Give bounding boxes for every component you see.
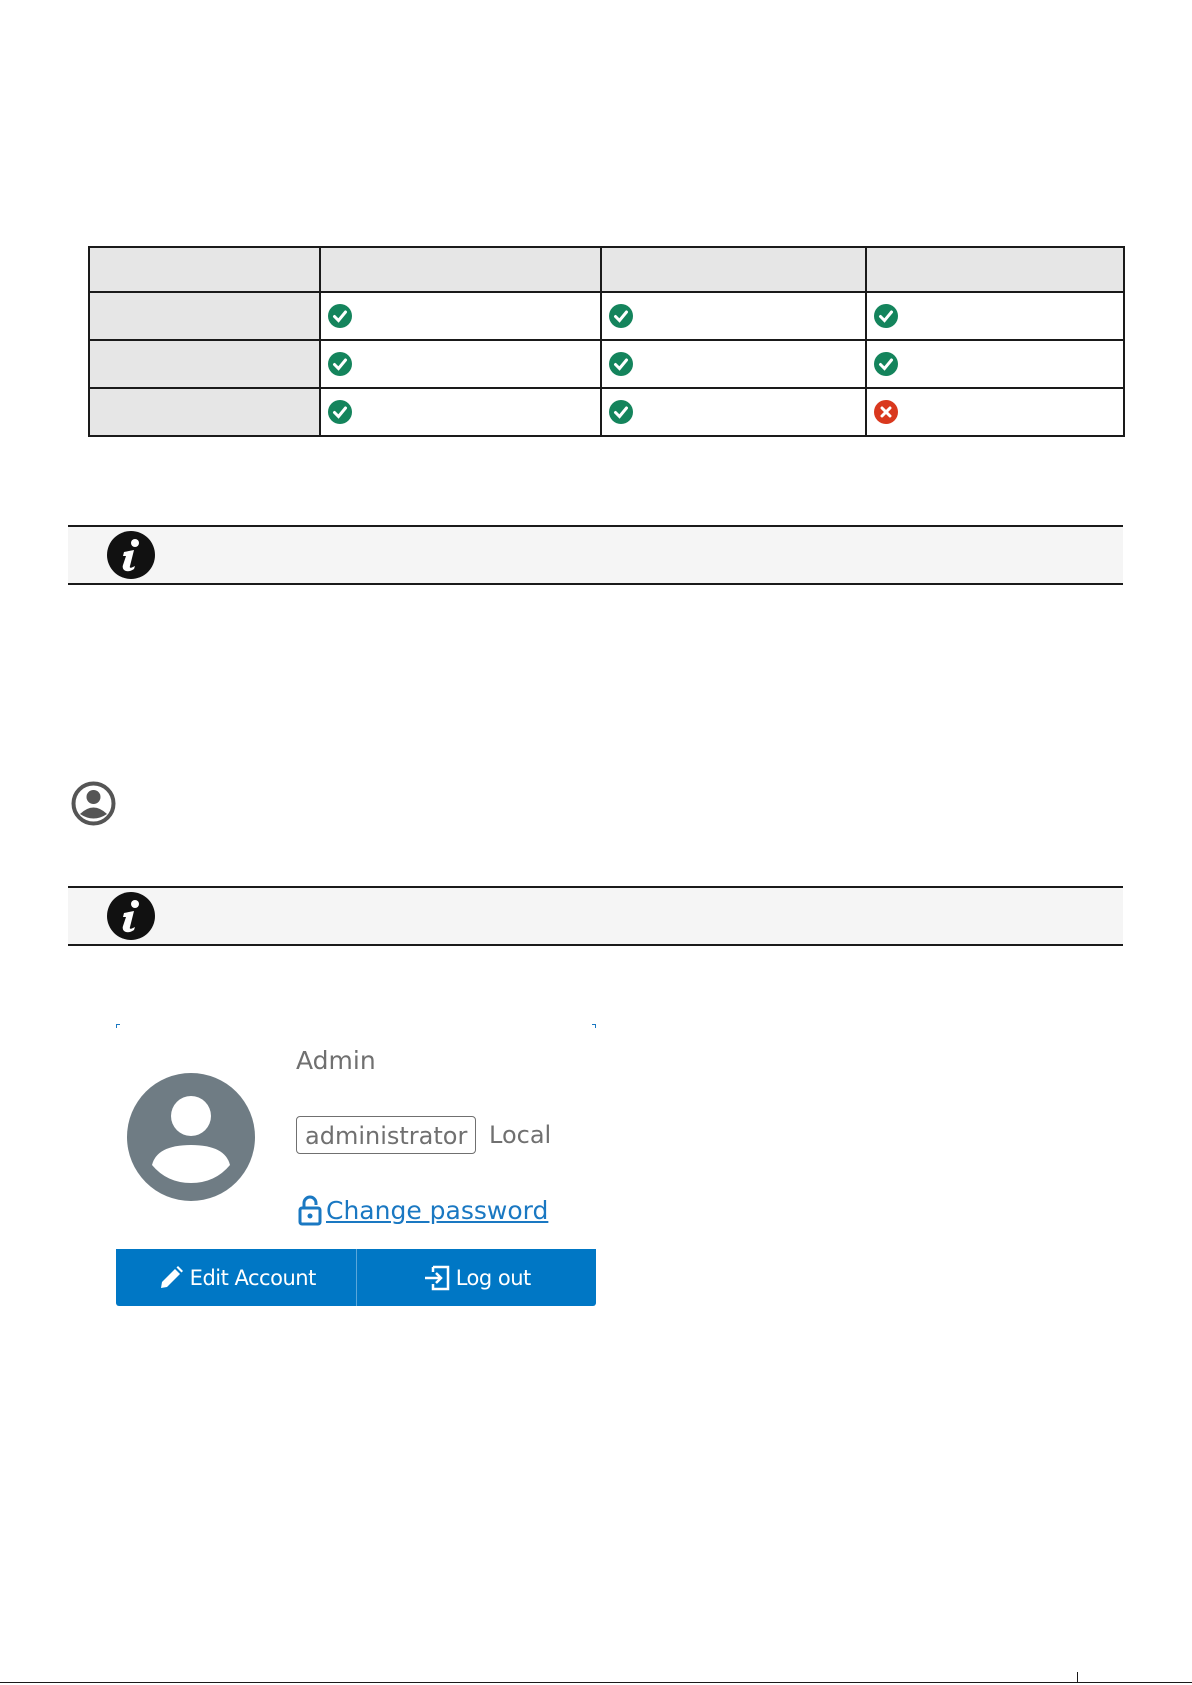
lock-icon: [298, 1194, 322, 1226]
info-icon: [106, 530, 156, 580]
page-bottom-rule: [0, 1682, 1192, 1683]
row-header-cell: [89, 388, 320, 436]
check-circle-icon: [873, 303, 899, 329]
table-header-cell: [601, 247, 866, 292]
panel-corner: [116, 1024, 120, 1028]
account-source: Local: [489, 1121, 552, 1149]
check-circle-icon: [608, 399, 634, 425]
role-badge: administrator: [296, 1116, 476, 1154]
check-circle-icon: [327, 351, 353, 377]
avatar: [127, 1073, 255, 1201]
change-password-label: Change password: [326, 1195, 549, 1225]
status-cell: [320, 292, 601, 340]
status-cell: [866, 388, 1124, 436]
info-note: [68, 886, 1123, 946]
edit-account-label: Edit Account: [189, 1265, 316, 1290]
check-circle-icon: [608, 303, 634, 329]
logout-button[interactable]: [356, 1249, 597, 1306]
account-panel: [116, 1024, 596, 1308]
panel-corner: [592, 1024, 596, 1028]
status-cell: [601, 388, 866, 436]
table-row: [89, 388, 1124, 436]
row-header-cell: [89, 292, 320, 340]
logout-icon: [422, 1263, 452, 1293]
cross-circle-icon: [873, 399, 899, 425]
permissions-table: [88, 246, 1125, 437]
table-header-row: [89, 247, 1124, 292]
status-cell: [601, 292, 866, 340]
pencil-icon: [156, 1263, 186, 1293]
info-note: [68, 525, 1123, 585]
check-circle-icon: [327, 399, 353, 425]
account-icon: [71, 781, 116, 826]
status-cell: [601, 340, 866, 388]
table-header-cell: [320, 247, 601, 292]
table-header-cell: [866, 247, 1124, 292]
table-row: [89, 340, 1124, 388]
logout-label: Log out: [455, 1265, 531, 1290]
check-circle-icon: [873, 351, 899, 377]
user-name: Admin: [296, 1046, 376, 1075]
info-icon: [106, 891, 156, 941]
table-row: [89, 292, 1124, 340]
status-cell: [320, 340, 601, 388]
check-circle-icon: [327, 303, 353, 329]
change-password-link[interactable]: [298, 1194, 548, 1226]
status-cell: [866, 292, 1124, 340]
check-circle-icon: [608, 351, 634, 377]
status-cell: [320, 388, 601, 436]
account-actions: [116, 1249, 596, 1306]
status-cell: [866, 340, 1124, 388]
table-header-cell: [89, 247, 320, 292]
page-bottom-tick: [1077, 1672, 1078, 1682]
edit-account-button[interactable]: [116, 1249, 356, 1306]
row-header-cell: [89, 340, 320, 388]
